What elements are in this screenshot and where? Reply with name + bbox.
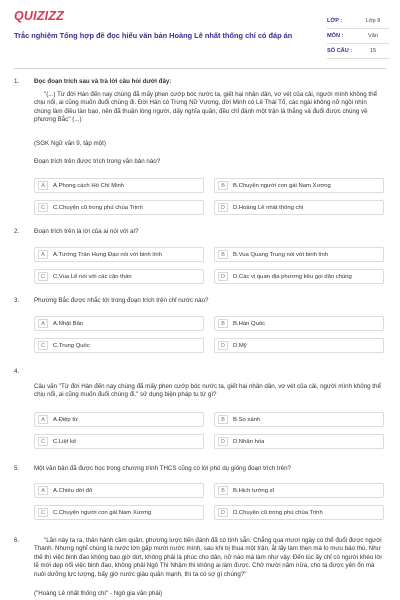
question-5 [14,465,386,527]
question-text: Phương Bắc được nhắc tới trong đoạn trích trên chỉ nước nào? [34,297,209,304]
option-text: B.Vua Quang Trung nói với binh lính [233,251,329,258]
option-text: D.Chuyện cũ trong phủ chúa Trịnh [233,509,323,516]
option-a[interactable] [34,412,204,427]
question-text: Câu văn "Từ đời Hán đến nay chúng đã mấy phen cướp bóc nước ta, giết hại nhân dân, vơ vét của cải, người mình không thể chịu nổi, ai cũng muốn đuổi chúng đi." sử dụng biện pháp tu từ gì? [34,383,381,399]
option-text: A.Chiếu dời đô [53,487,93,494]
question-number: 4. [14,368,20,375]
question-text: Đoạn trích trên là lời của ai nói với ai? [34,228,139,235]
option-text: D.Hoàng Lê nhất thống chí [233,204,304,211]
meta-key: SỐ CÂU : [327,48,353,54]
meta-row-class [327,14,389,29]
option-text: B.Chuyện người con gái Nam Xương [233,182,331,189]
option-letter: D [218,341,228,350]
meta-key: LỚP : [327,18,343,24]
option-letter: C [38,437,48,446]
option-d[interactable] [214,434,384,449]
option-d[interactable] [214,200,384,215]
option-letter: A [38,250,48,259]
option-text: A.Tướng Trần Hưng Đạo nói với binh lính [53,251,162,258]
question-number: 2. [14,228,20,235]
meta-row-subject [327,29,389,44]
option-d[interactable] [214,269,384,284]
quizizz-logo: QUIZIZZ [14,9,65,23]
option-letter: A [38,319,48,328]
question-passage: "(...) Từ đời Hán đến nay chúng đã mấy phen cướp bóc nước ta, giết hại nhân dân, vơ vét của cải, người mình không thể chịu nổi, ai cũng muốn đuổi chúng đi. Đời Hán có Trưng Nữ Vương, đời Minh có Lê Thái Tổ, các ngài không nỡ ngồi nhìn chúng làm điều tàn bạo, nên đã thuận lòng người, dấy nghĩa quân, đều chỉ đánh một trận là thắng và đuổi được chúng về phương Bắc" (...) [34,91,378,124]
option-letter: C [38,203,48,212]
option-b[interactable] [214,483,384,498]
option-c[interactable] [34,269,204,284]
option-letter: D [218,203,228,212]
question-1 [14,78,386,228]
option-text: C.Chuyện người con gái Nam Xương [53,509,152,516]
option-text: B.So sánh [233,416,261,423]
option-text: B.Hịch tướng sĩ [233,487,275,494]
meta-row-count [327,44,389,59]
option-d[interactable] [214,505,384,520]
option-letter: B [218,181,228,190]
option-c[interactable] [34,338,204,353]
question-text: Một văn bản đã được học trong chương trình THCS cũng có lời phủ dụ giống đoạn trích trên? [34,465,291,472]
option-text: D.Các vị quan địa phương kêu gọi dân chúng [233,273,352,280]
option-text: A.Nhật Bản [53,320,84,327]
question-4 [14,368,386,456]
option-a[interactable] [34,178,204,193]
option-text: A.Điệp từ [53,416,78,423]
option-text: C.Liệt kê [53,438,77,445]
option-letter: B [218,415,228,424]
meta-key: MÔN : [327,33,344,39]
option-letter: A [38,415,48,424]
question-number: 1. [14,78,20,85]
option-a[interactable] [34,483,204,498]
option-letter: D [218,272,228,281]
option-d[interactable] [214,338,384,353]
option-text: A.Phong cách Hồ Chí Minh [53,182,125,189]
document-title: Trắc nghiệm Tổng hợp đề đọc hiểu văn bản Hoàng Lê nhất thống chí có đáp án [14,31,293,40]
question-number: 3. [14,297,20,304]
option-letter: C [38,508,48,517]
option-b[interactable] [214,178,384,193]
page-header [0,0,400,68]
option-letter: B [218,319,228,328]
question-prompt: Đọc đoạn trích sau và trả lời câu hỏi dưới đây: [34,78,172,85]
option-a[interactable] [34,316,204,331]
question-2 [14,228,386,290]
option-b[interactable] [214,247,384,262]
question-text: Đoạn trích trên được trích trong văn bản nào? [34,158,161,165]
option-c[interactable] [34,200,204,215]
option-text: D.Nhân hóa [233,438,265,445]
option-letter: A [38,486,48,495]
question-number: 5. [14,465,20,472]
question-6 [14,537,386,599]
passage-source: (SGK Ngữ văn 9, tập một) [34,140,106,147]
meta-value: 15 [369,48,377,54]
question-passage: "Lần này ta ra, thân hành cầm quân, phương lược tiến đánh đã có tính sẵn. Chẳng qua mươi ngày có thể đuổi được người Thanh. Nhưng nghĩ chúng là nước lớn gấp mười nước mình, sau khi bị thua một trận, ắt lấy làm thẹn mà lo mưu báo thù. Như thế thì việc binh đao không bao giờ dứt, không phải là phúc cho dân, nỡ nào mà làm như vậy. Đến lúc ấy chỉ có người khéo lời lẽ mới dẹp nổi việc binh đao, không phải Ngô Thì Nhậm thì không ai làm được. Chờ mười năm nữa, cho ta được yên ổn mà nuôi dưỡng lực lượng, bấy giờ nước giàu quân mạnh, thì ta có sợ gì chúng?" [34,537,382,578]
option-b[interactable] [214,316,384,331]
option-a[interactable] [34,247,204,262]
option-letter: D [218,437,228,446]
option-letter: B [218,486,228,495]
option-text: D.Mỹ [233,342,247,349]
header-divider [14,68,386,69]
option-letter: B [218,250,228,259]
option-b[interactable] [214,412,384,427]
option-letter: A [38,181,48,190]
option-text: C.Chuyện cũ trong phủ chúa Trịnh [53,204,143,211]
option-text: C.Vua Lê nói với các cận thần [53,273,132,280]
question-3 [14,297,386,359]
option-c[interactable] [34,505,204,520]
option-text: C.Trung Quốc [53,342,90,349]
option-letter: D [218,508,228,517]
option-letter: C [38,272,48,281]
option-letter: C [38,341,48,350]
meta-value: Lớp 9 [365,18,381,24]
meta-table [327,14,389,59]
meta-value: Văn [368,33,378,39]
option-c[interactable] [34,434,204,449]
option-text: B.Hàn Quốc [233,320,266,327]
question-number: 6. [14,537,20,544]
passage-source: ("Hoàng Lê nhất thống chí" - Ngô gia văn phái) [34,590,163,597]
